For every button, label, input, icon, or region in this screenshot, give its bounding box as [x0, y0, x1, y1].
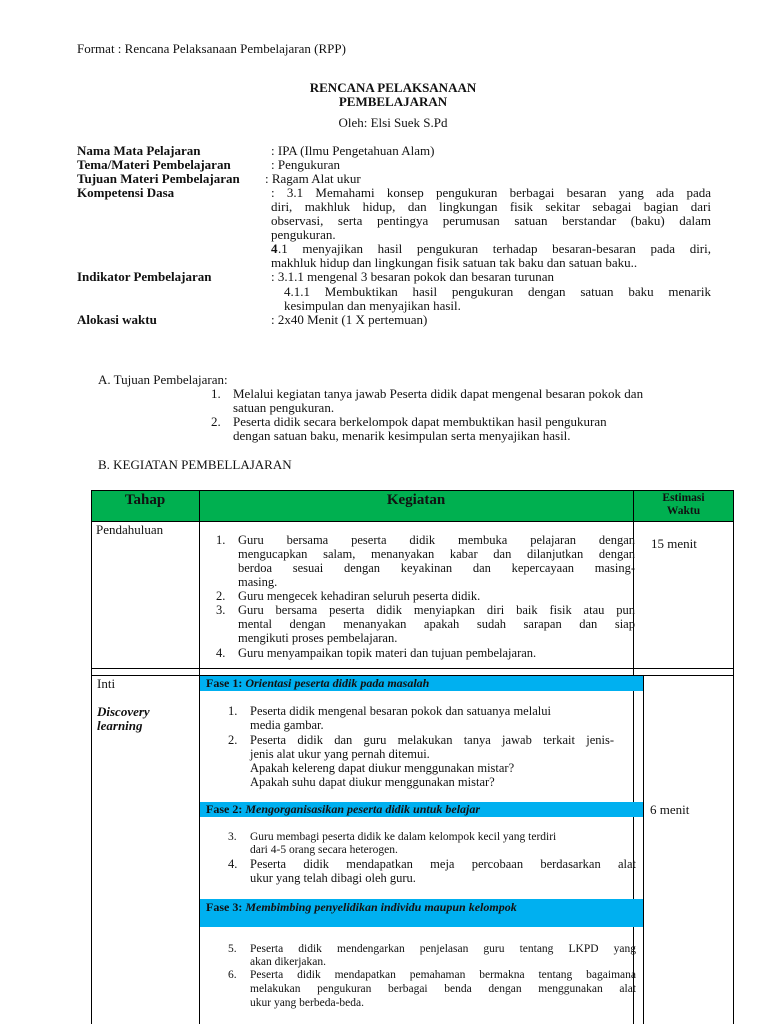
document-title-line1: RENCANA PELAKSANAAN [309, 80, 477, 95]
item-line: akan dikerjakan. [250, 956, 326, 968]
objective-number: 2. [211, 414, 221, 429]
item-line: media gambar. [250, 718, 324, 732]
item-number: 4. [228, 857, 238, 871]
kompetensi2-line: .1 menyajikan hasil pengukuran terhadap besaran-besaran pada diri, [278, 241, 711, 256]
mata-pelajaran-value: : IPA (Ilmu Pengetahuan Alam) [271, 143, 435, 158]
item-number: 1. [216, 533, 226, 547]
item-line: Peserta didik mengenal besaran pokok dan satuanya melalui [250, 704, 551, 718]
item-number: 5. [228, 943, 237, 955]
tema-value: : Pengukuran [271, 157, 340, 172]
objective-number: 1. [211, 386, 221, 401]
author: Oleh: Elsi Suek S.Pd [338, 115, 448, 130]
item-line: Guru membagi peserta didik ke dalam kelompok kecil yang terdiri [250, 831, 557, 843]
header-estimasi: Estimasi [662, 492, 705, 504]
model-learning: learning [97, 718, 143, 733]
fase-2-bar [200, 802, 643, 817]
indikator-line: 4.1.1 Membuktikan hasil pengukuran dengan satuan baku menarik [284, 284, 711, 299]
fase-3-title: Membimbing penyelidikan individu maupun kelompok [245, 900, 517, 914]
item-line: berdoa sesuai dengan keyakinan dan kepercayaan masing- [238, 561, 635, 575]
fase-1-prefix: Fase 1: [206, 676, 246, 690]
item-line: melakukan pengukuran berbagai benda dengan menggunakan alat [250, 983, 636, 995]
header-cell-kegiatan [199, 490, 633, 521]
objective-line: satuan pengukuran. [233, 400, 335, 415]
kompetensi-label: Kompetensi Dasa [77, 185, 175, 200]
item-line: ukur yang telah dibagi oleh guru. [250, 871, 416, 885]
header-waktu: Waktu [666, 505, 701, 517]
mata-pelajaran-label: Nama Mata Pelajaran [77, 143, 201, 158]
item-line: Apakah suhu dapat diukur menggunakan mistar? [250, 775, 495, 789]
item-line: Peserta didik mendapatkan meja percobaan berdasarkan alat [250, 857, 636, 871]
kompetensi-line: pengukuran. [271, 227, 336, 242]
item-number: 2. [216, 589, 226, 603]
kompetensi2-line: makhluk hidup dan lingkungan fisik satuan tak baku dan satuan baku.. [271, 255, 638, 270]
item-line: Guru bersama peserta didik membuka pelajaran dengan [238, 533, 635, 547]
alokasi-value: : 2x40 Menit (1 X pertemuan) [271, 312, 428, 327]
item-number: 3. [228, 831, 237, 843]
item-number: 1. [228, 704, 238, 718]
objective-line: Peserta didik secara berkelompok dapat membuktikan hasil pengukuran [233, 414, 607, 429]
item-line: mengikuti proses pembelajaran. [238, 631, 398, 645]
tahap-pendahuluan: Pendahuluan [96, 522, 164, 537]
item-number: 4. [216, 646, 226, 660]
fase-2-prefix: Fase 2: [206, 802, 246, 816]
table-border [91, 668, 734, 669]
item-line: Guru bersama peserta didik menyiapkan diri baik fisik atau pun [238, 603, 635, 617]
objective-line: dengan satuan baku, menarik kesimpulan serta menyajikan hasil. [233, 428, 571, 443]
table-border [643, 675, 644, 1024]
header-cell-tahap [91, 490, 199, 521]
item-line: mental dengan menanyakan apakah sudah sarapan dan siap [238, 617, 635, 631]
kompetensi-line: : 3.1 Memahami konsep pengukuran berbagai besaran yang ada pada [271, 185, 711, 200]
fase-2-title: Mengorganisasikan peserta didik untuk belajar [245, 802, 481, 816]
item-line: Peserta didik mendengarkan penjelasan guru tentang LKPD yang [250, 943, 636, 955]
waktu-inti: 6 menit [650, 802, 690, 817]
fase-3-bar [200, 899, 643, 927]
document-title-line2: PEMBELAJARAN [338, 94, 448, 109]
item-line: Apakah kelereng dapat diukur menggunakan mistar? [250, 761, 515, 775]
kompetensi2-number: 4 [271, 241, 278, 256]
indikator-line: : 3.1.1 mengenal 3 besaran pokok dan besaran turunan [271, 269, 555, 284]
alokasi-label: Alokasi waktu [77, 312, 157, 327]
indikator-line: kesimpulan dan menyajikan hasil. [284, 298, 461, 313]
item-number: 6. [228, 969, 237, 981]
header-kegiatan: Kegiatan [386, 492, 446, 508]
item-number: 3. [216, 603, 226, 617]
table-border [91, 490, 92, 1024]
fase-1-title: Orientasi peserta didik pada masalah [245, 676, 430, 690]
item-number: 2. [228, 733, 238, 747]
table-border [91, 490, 734, 491]
item-line: mengucapkan salam, menanyakan kabar dan dilanjutkan dengan [238, 547, 635, 561]
tahap-inti: Inti [97, 676, 116, 691]
section-b-heading: B. KEGIATAN PEMBELLAJARAN [98, 457, 292, 472]
waktu-pendahuluan: 15 menit [651, 536, 697, 551]
item-line: ukur yang berbeda-beda. [250, 997, 364, 1009]
kompetensi-line: diri, makhluk hidup, dan lingkungan fisik sekitar sebagai bagian dari [271, 199, 711, 214]
item-line: jenis alat ukur yang pernah ditemui. [250, 747, 430, 761]
item-line: masing. [238, 575, 278, 589]
fase-3-prefix: Fase 3: [206, 900, 246, 914]
item-line: dari 4-5 orang secara heterogen. [250, 844, 398, 856]
header-tahap: Tahap [124, 492, 166, 508]
model-discovery: Discovery [97, 704, 150, 719]
indikator-label: Indikator Pembelajaran [77, 269, 212, 284]
item-line: Peserta didik mendapatkan pemahaman bermakna tentang bagaimana [250, 969, 636, 981]
objective-line: Melalui kegiatan tanya jawab Peserta didik dapat mengenal besaran pokok dan [233, 386, 644, 401]
tema-label: Tema/Materi Pembelajaran [77, 157, 231, 172]
kompetensi-line: observasi, serta pentingya perumusan satuan berstandar (baku) dalam [271, 213, 711, 228]
tujuan-materi-label: Tujuan Materi Pembelajaran [77, 171, 240, 186]
table-border [91, 521, 734, 522]
format-line: Format : Rencana Pelaksanaan Pembelajaran (RPP) [77, 41, 346, 56]
item-line: Guru menyampaikan topik materi dan tujuan pembelajaran. [238, 646, 537, 660]
item-line: Guru mengecek kehadiran seluruh peserta didik. [238, 589, 481, 603]
header-cell-estimasi [633, 490, 734, 521]
section-a-heading: A. Tujuan Pembelajaran: [98, 372, 228, 387]
table-border [733, 490, 734, 1024]
tujuan-materi-value: : Ragam Alat ukur [265, 171, 361, 186]
fase-1-bar [200, 676, 643, 691]
item-line: Peserta didik dan guru melakukan tanya jawab terkait jenis- [250, 733, 614, 747]
table-border [199, 490, 200, 1024]
